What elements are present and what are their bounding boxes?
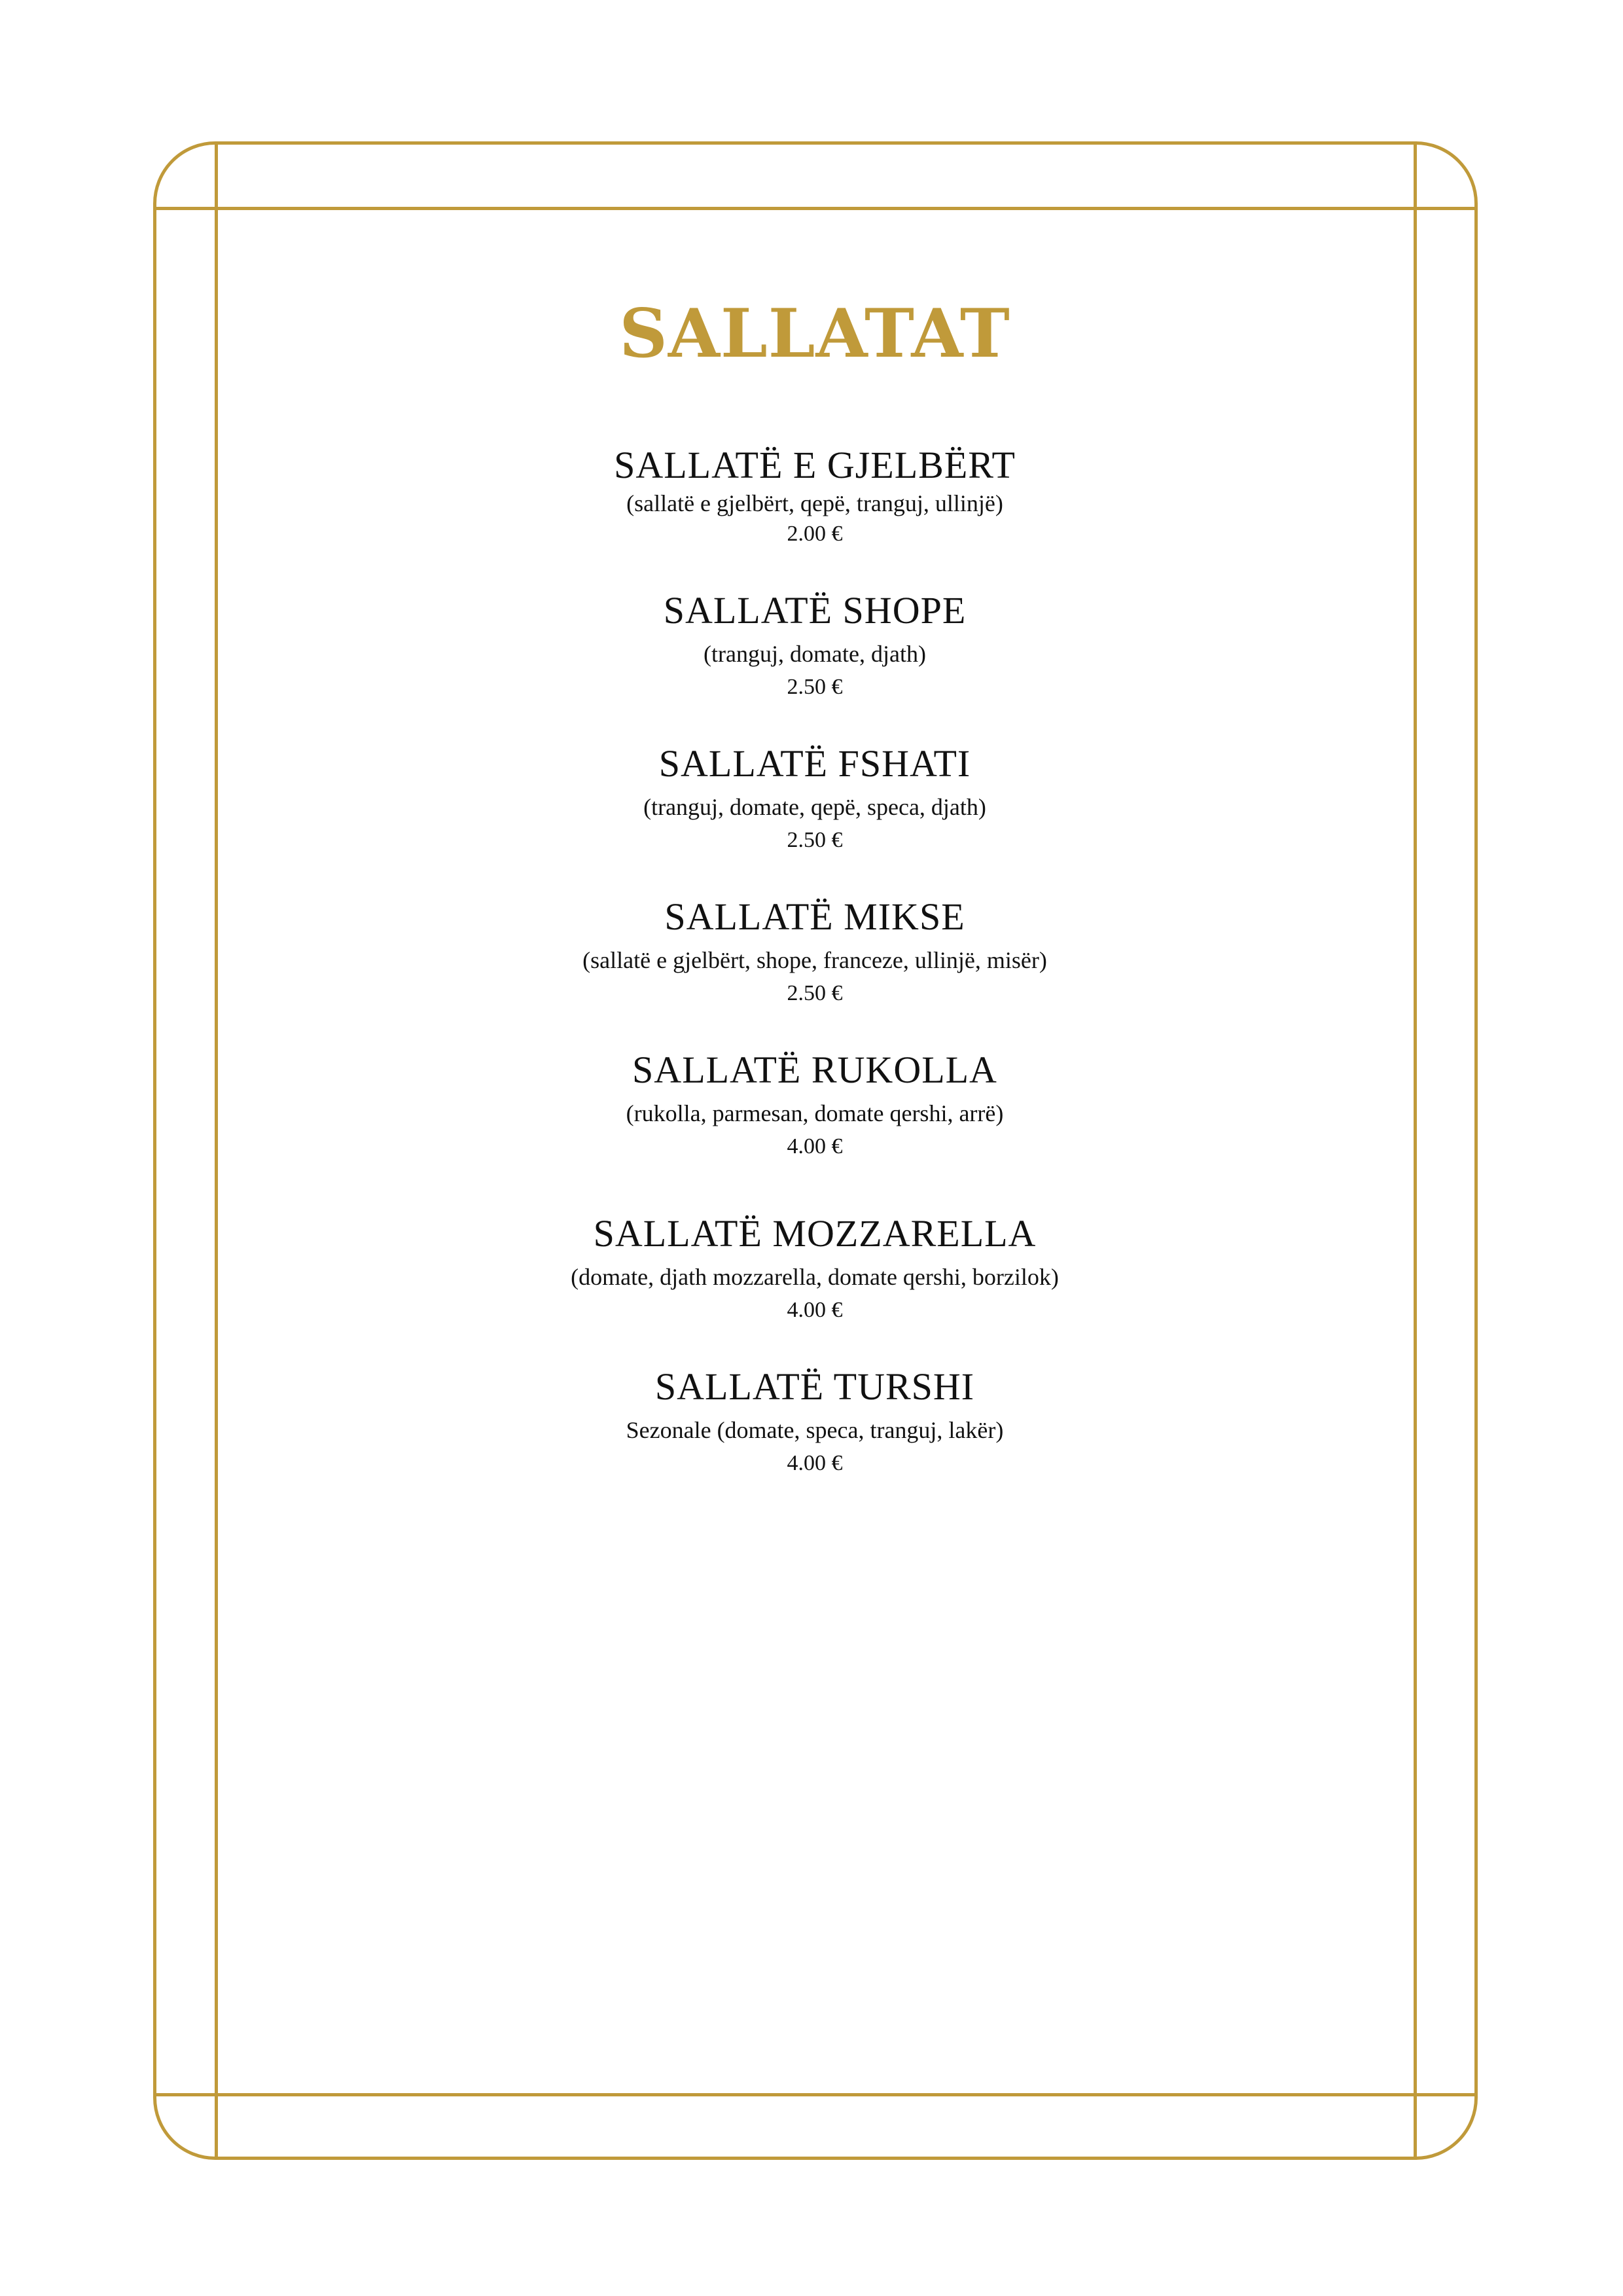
menu-item <box>223 894 1407 1009</box>
menu-item <box>223 1047 1407 1162</box>
menu-item-name: SALLATË SHOPE <box>663 589 967 632</box>
menu-item-name: SALLATË MOZZARELLA <box>593 1212 1037 1255</box>
menu-item-name: SALLATË E GJELBËRT <box>614 444 1016 486</box>
menu-item-price: 4.00 € <box>787 1451 843 1475</box>
menu-item-description: (domate, djath mozzarella, domate qershi, borzilok) <box>571 1264 1059 1290</box>
menu-item <box>223 1364 1407 1479</box>
menu-item-name: SALLATË RUKOLLA <box>632 1049 997 1091</box>
menu-item-description: (sallatë e gjelbërt, qepë, tranguj, ullinjë) <box>626 490 1003 516</box>
menu-item-price: 2.50 € <box>787 675 843 699</box>
menu-item <box>223 442 1407 550</box>
menu-content <box>223 288 1407 1517</box>
menu-item-description: (tranguj, domate, djath) <box>704 641 926 667</box>
menu-item-price: 2.00 € <box>787 522 843 546</box>
menu-item-price: 2.50 € <box>787 981 843 1005</box>
frame-bottom-rule <box>153 2093 1478 2096</box>
frame-right-rule <box>1414 141 1417 2160</box>
frame-left-rule <box>215 141 218 2160</box>
menu-item-price: 4.00 € <box>787 1134 843 1158</box>
menu-item-price: 2.50 € <box>787 828 843 852</box>
menu-title: SALLATAT <box>619 295 1010 373</box>
frame-top-rule <box>153 207 1478 210</box>
menu-item-description: (sallatë e gjelbërt, shope, franceze, ullinjë, misër) <box>582 947 1047 973</box>
menu-item <box>223 588 1407 703</box>
menu-item-name: SALLATË MIKSE <box>664 895 965 938</box>
menu-item-description: Sezonale (domate, speca, tranguj, lakër) <box>626 1417 1004 1443</box>
menu-item-name: SALLATË TURSHI <box>654 1365 975 1408</box>
menu-item-name: SALLATË FSHATI <box>658 742 971 785</box>
menu-item-description: (rukolla, parmesan, domate qershi, arrë) <box>626 1100 1004 1126</box>
menu-item-description: (tranguj, domate, qepë, speca, djath) <box>643 794 986 820</box>
menu-item <box>223 741 1407 856</box>
menu-item-price: 4.00 € <box>787 1298 843 1322</box>
menu-items-list <box>223 442 1407 1479</box>
menu-item <box>223 1211 1407 1326</box>
